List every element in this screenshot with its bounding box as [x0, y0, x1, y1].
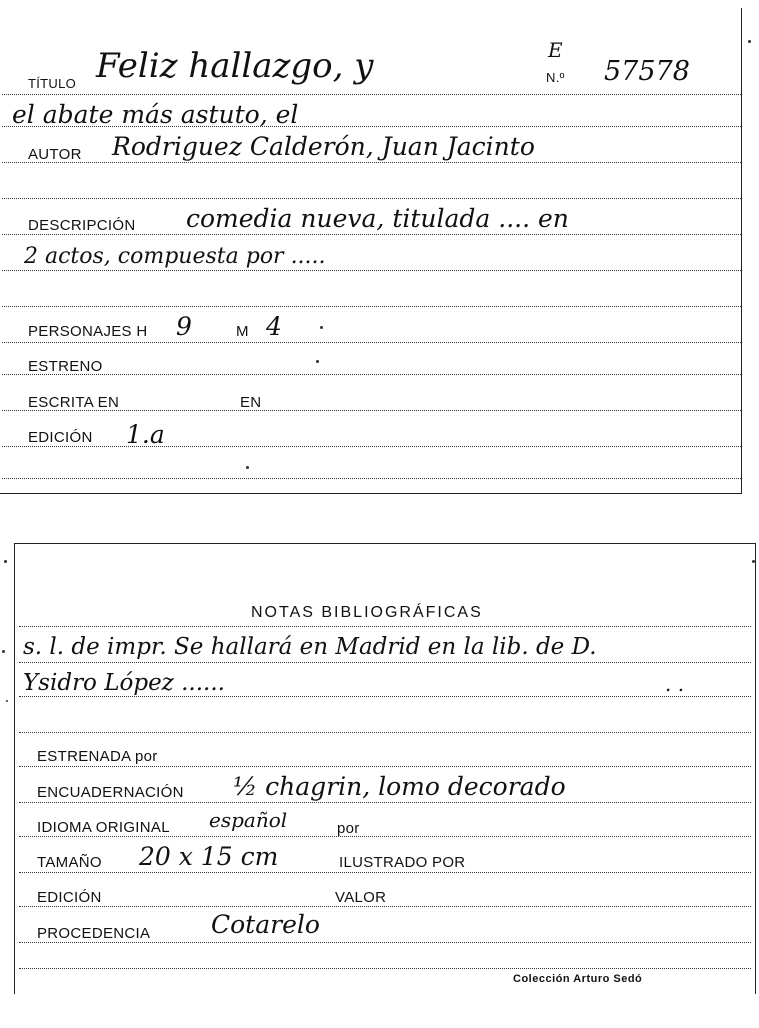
- field-rule: [19, 662, 751, 663]
- number-mark: E: [548, 38, 563, 62]
- field-rule: [2, 374, 741, 375]
- edicion-label: EDICIÓN: [28, 429, 93, 446]
- scan-speck: [748, 40, 751, 43]
- personajes-m-label: M: [236, 323, 249, 340]
- field-rule: [19, 872, 751, 873]
- field-rule: [2, 162, 741, 163]
- field-rule: [19, 942, 751, 943]
- field-rule: [19, 802, 751, 803]
- scan-speck: [6, 700, 8, 702]
- procedencia-label: PROCEDENCIA: [37, 925, 151, 942]
- idioma-original-label: IDIOMA ORIGINAL: [37, 819, 170, 836]
- scan-speck: [4, 560, 7, 563]
- scan-speck: [246, 466, 249, 469]
- procedencia-value: Cotarelo: [211, 910, 320, 939]
- field-rule: [2, 306, 741, 307]
- idioma-por-label: por: [337, 820, 360, 837]
- field-rule: [19, 732, 751, 733]
- titulo-label: TÍTULO: [28, 76, 77, 91]
- collection-credit: Colección Arturo Sedó: [513, 973, 643, 985]
- field-rule: [19, 836, 751, 837]
- edicion-value: 1.a: [126, 420, 165, 449]
- field-rule: [2, 342, 741, 343]
- tamano-label: TAMAÑO: [37, 854, 102, 871]
- field-rule: [2, 446, 741, 447]
- autor-label: AUTOR: [28, 146, 82, 163]
- descripcion-value-line1: comedia nueva, titulada .... en: [186, 204, 569, 233]
- numero-label: N.º: [546, 70, 565, 85]
- valor-label: VALOR: [335, 889, 387, 906]
- descripcion-value-line2: 2 actos, compuesta por .....: [24, 244, 326, 269]
- ilustrado-por-label: ILUSTRADO POR: [339, 854, 466, 871]
- titulo-value-line1: Feliz hallazgo, y: [96, 46, 374, 86]
- catalog-card-bottom: [14, 543, 756, 994]
- estrenada-por-label: ESTRENADA por: [37, 748, 158, 765]
- scan-speck: [316, 360, 319, 363]
- field-rule: [19, 766, 751, 767]
- notas-dots: . .: [665, 672, 685, 696]
- personajes-h-value: 9: [176, 312, 192, 341]
- field-rule: [2, 198, 741, 199]
- scan-speck: [320, 326, 323, 329]
- notas-bibliograficas-heading: NOTAS BIBLIOGRÁFICAS: [251, 604, 483, 621]
- field-rule: [19, 906, 751, 907]
- en-label: EN: [240, 394, 262, 411]
- field-rule: [19, 696, 751, 697]
- field-rule: [2, 94, 741, 95]
- catalog-number: 57578: [604, 56, 690, 87]
- encuadernacion-label: ENCUADERNACIÓN: [37, 784, 184, 801]
- field-rule: [2, 478, 741, 479]
- escrita-en-label: ESCRITA EN: [28, 394, 120, 411]
- scan-speck: [2, 650, 5, 653]
- titulo-value-line2: el abate más astuto, el: [12, 100, 299, 129]
- catalog-card-top: [0, 8, 742, 494]
- notas-value-line2: Ysidro López ......: [23, 670, 225, 696]
- personajes-h-label: PERSONAJES H: [28, 323, 148, 340]
- autor-value: Rodriguez Calderón, Juan Jacinto: [112, 132, 535, 161]
- personajes-m-value: 4: [266, 312, 282, 341]
- scan-speck: [752, 560, 755, 563]
- descripcion-label: DESCRIPCIÓN: [28, 217, 136, 234]
- estreno-label: ESTRENO: [28, 358, 103, 375]
- tamano-value: 20 x 15 cm: [139, 842, 279, 871]
- idioma-original-value: español: [209, 808, 288, 832]
- edicion-label-bottom: EDICIÓN: [37, 889, 102, 906]
- field-rule: [2, 234, 741, 235]
- encuadernacion-value: ½ chagrin, lomo decorado: [233, 772, 566, 801]
- notas-value-line1: s. l. de impr. Se hallará en Madrid en la lib. de D.: [23, 634, 597, 660]
- field-rule: [19, 626, 751, 627]
- field-rule: [19, 968, 751, 969]
- field-rule: [2, 270, 741, 271]
